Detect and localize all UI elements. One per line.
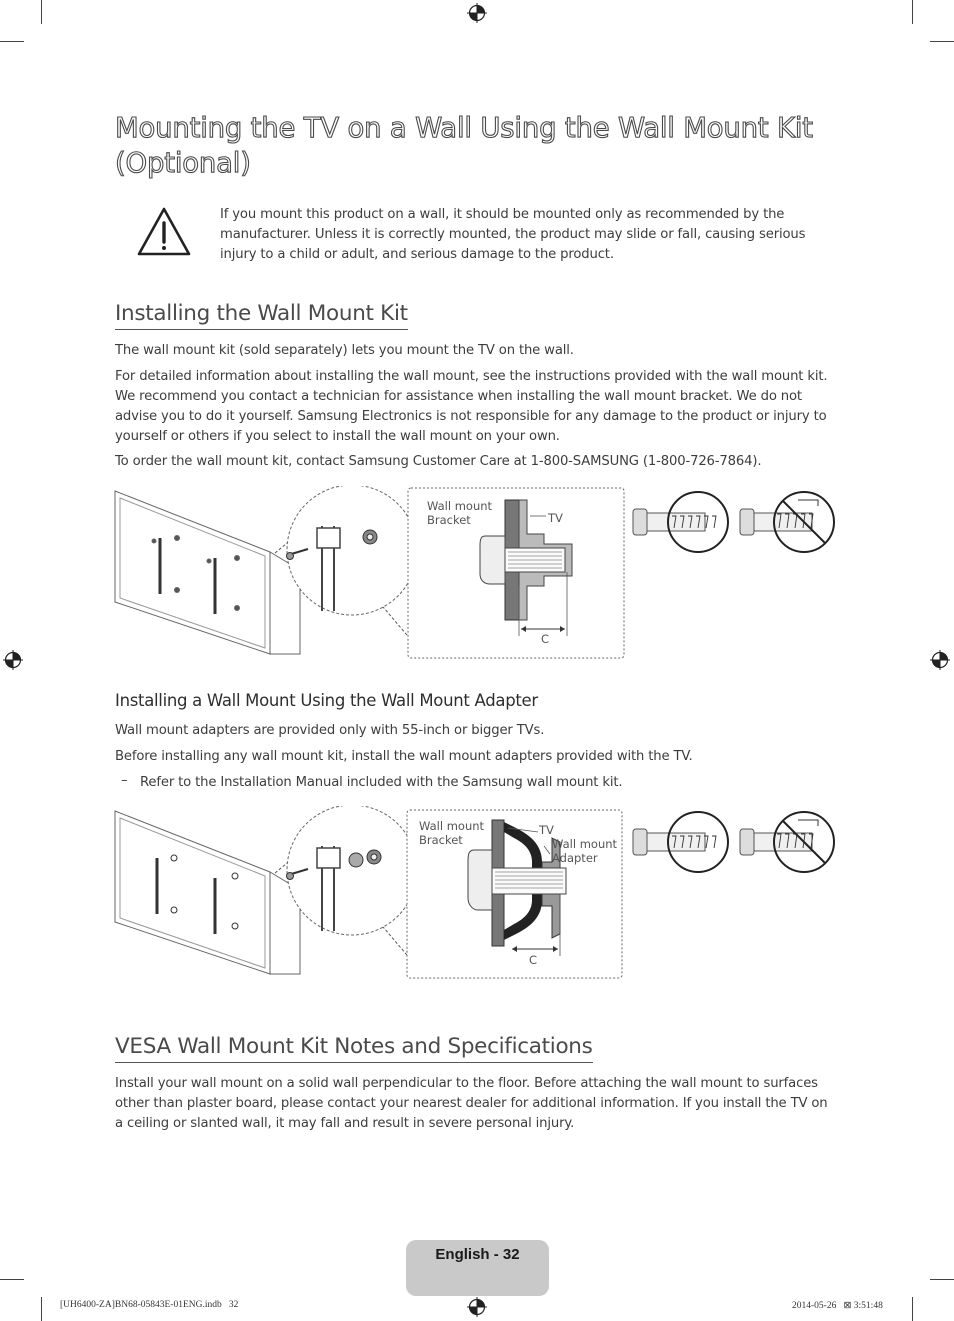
date-slug: 2014-05-26 ⊠ 3:51:48 [792, 1301, 883, 1311]
paragraph: The wall mount kit (sold separately) lets you mount the TV on the wall. [115, 343, 574, 358]
note-dash: – [121, 773, 128, 788]
paragraph: Install your wall mount on a solid wall perpendicular to the floor. Before attaching the wall mount to surfaces other than plaster board, please contact your nearest dealer for additional information. If you install the TV on a ceiling or slanted wall, it may fall and result in severe personal injury. [115, 1076, 828, 1131]
zoom-detail-circle [287, 486, 418, 615]
subsection-heading-wall-mount-adapter: Installing a Wall Mount Using the Wall Mount Adapter [115, 691, 538, 710]
crop-mark [930, 1279, 954, 1280]
section-heading-installing-wall-mount-kit: Installing the Wall Mount Kit [115, 301, 408, 330]
warning-triangle-icon [136, 206, 192, 262]
screw-correct-icon [633, 492, 728, 552]
crop-mark [912, 1297, 913, 1321]
crop-mark [912, 0, 913, 24]
crop-mark [0, 41, 24, 42]
label-wall-mount-bracket: Wall mount Bracket [427, 499, 493, 527]
page-title: Mounting the TV on a Wall Using the Wall Mount Kit (Optional) [115, 112, 813, 179]
screw-prohibited-icon [740, 812, 834, 872]
wall-mount-adapter-diagram [112, 806, 840, 982]
crop-mark [0, 1279, 24, 1280]
label-c: C [541, 632, 550, 646]
tv-back-illustration [115, 811, 300, 974]
screw-prohibited-icon [740, 492, 834, 552]
label-tv: TV [548, 511, 563, 525]
page-number: English - 32 [435, 1246, 520, 1263]
wall-mount-diagram [112, 486, 840, 662]
page-number-tab [406, 1240, 549, 1296]
note-text: Refer to the Installation Manual included with the Samsung wall mount kit. [140, 775, 623, 790]
registration-mark-icon [467, 3, 487, 23]
tv-back-illustration [115, 491, 300, 654]
label-wall-mount-adapter: Wall mount Adapter [552, 837, 618, 865]
label-tv: TV [539, 823, 554, 837]
paragraph: Before installing any wall mount kit, install the wall mount adapters provided with the TV. [115, 749, 693, 764]
warning-text: If you mount this product on a wall, it should be mounted only as recommended by the manufacturer. Unless it is correctly mounted, the product may slide or fall, causing serious injury to a child or adult, and serious damage to the product. [220, 207, 806, 262]
paragraph: Wall mount adapters are provided only with 55-inch or bigger TVs. [115, 723, 545, 738]
paragraph: For detailed information about installing the wall mount, see the instructions provided with the wall mount kit. We recommend you contact a technician for assistance when installing the wall mount bracket. We do not advise you to do it yourself. Samsung Electronics is not responsible for any damage to the product or injury to yourself or others if you select to install the wall mount on your own. [115, 369, 828, 444]
paragraph: To order the wall mount kit, contact Samsung Customer Care at 1-800-SAMSUNG (1-800-726-7864). [115, 454, 762, 469]
file-slug: [UH6400-ZA]BN68-05843E-01ENG.indb 32 [60, 1300, 239, 1310]
registration-mark-icon [3, 650, 23, 670]
crop-mark [41, 1297, 42, 1321]
crop-mark [41, 0, 42, 24]
zoom-detail-circle [287, 806, 418, 935]
screw-correct-icon [633, 812, 728, 872]
registration-mark-icon [930, 650, 950, 670]
label-wall-mount-bracket: Wall mount Bracket [419, 819, 485, 847]
crop-mark [930, 41, 954, 42]
label-c: C [529, 953, 538, 967]
registration-mark-icon [467, 1297, 487, 1317]
section-heading-vesa-notes: VESA Wall Mount Kit Notes and Specifications [115, 1034, 593, 1063]
